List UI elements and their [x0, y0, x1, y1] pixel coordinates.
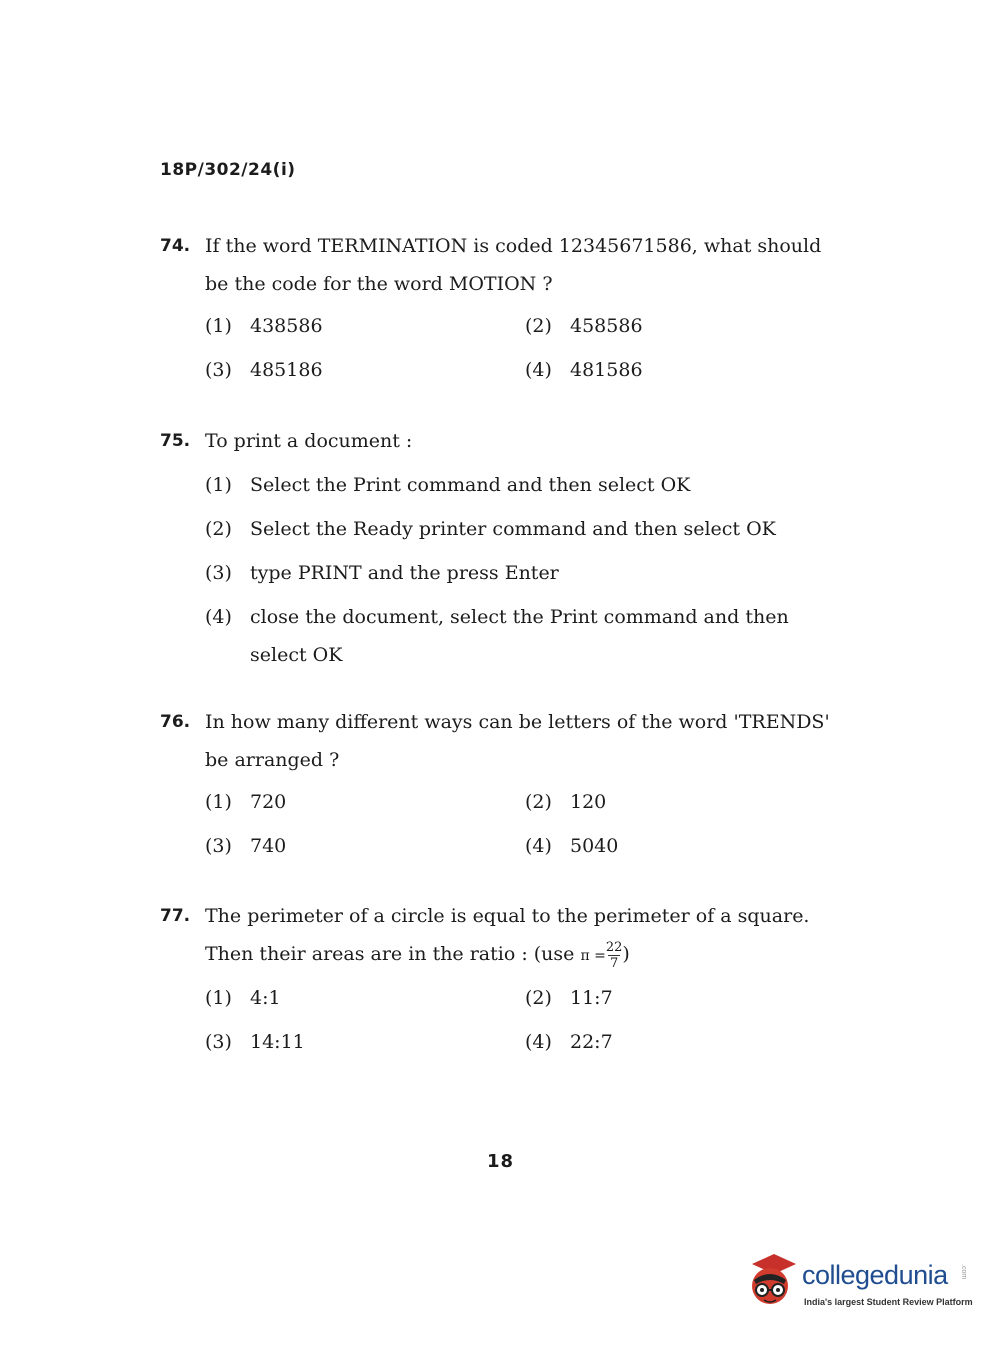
option-text: 438586	[250, 315, 323, 337]
option	[205, 307, 525, 345]
question-stem: If the word TERMINATION is coded 12345671586, what should be the code for the word MOTION ?	[205, 235, 822, 295]
brand-domain: .com	[960, 1264, 967, 1280]
option-label: (4)	[525, 1031, 552, 1053]
option-label: (3)	[205, 359, 232, 381]
option-text: 14:11	[250, 1031, 305, 1053]
page-number: 18	[486, 1151, 515, 1172]
question-stem: To print a document :	[205, 430, 413, 452]
question-number: 74.	[160, 236, 191, 256]
option-text: type PRINT and the press Enter	[250, 562, 559, 584]
option	[205, 783, 525, 821]
option-label: (3)	[205, 835, 232, 857]
option-text: Select the Print command and then select OK	[250, 474, 691, 496]
option	[525, 307, 845, 345]
question-number: 75.	[160, 431, 191, 451]
option-text: 120	[570, 791, 607, 813]
mascot-logo-icon	[744, 1250, 804, 1316]
option	[205, 351, 525, 389]
option-text: 720	[250, 791, 287, 813]
option-text: 11:7	[570, 987, 613, 1009]
question-76	[160, 703, 840, 865]
question-stem-text: The perimeter of a circle is equal to the perimeter of a square. Then their areas are in the ratio : (use	[205, 905, 810, 965]
option-label: (3)	[205, 1031, 232, 1053]
option-label: (4)	[205, 606, 232, 628]
question-77	[160, 897, 840, 1061]
question-stem: In how many different ways can be letters of the word 'TRENDS' be arranged ?	[205, 711, 830, 771]
fraction	[606, 940, 623, 971]
option-label: (1)	[205, 987, 232, 1009]
option	[525, 351, 845, 389]
options-list	[205, 466, 840, 674]
question-stem	[205, 897, 840, 975]
option-label: (1)	[205, 315, 232, 337]
option	[525, 827, 845, 865]
option	[205, 554, 840, 592]
option-text: 458586	[570, 315, 643, 337]
brand-tagline: India's largest Student Review Platform	[804, 1297, 973, 1307]
closing-paren: )	[622, 943, 630, 965]
option-text: Select the Ready printer command and then select OK	[250, 518, 776, 540]
question-number: 77.	[160, 906, 191, 926]
options-grid	[205, 783, 840, 865]
option	[525, 979, 845, 1017]
option	[205, 979, 525, 1017]
option-label: (4)	[525, 359, 552, 381]
option-label: (2)	[525, 987, 552, 1009]
options-grid	[205, 979, 840, 1061]
option-label: (1)	[205, 474, 232, 496]
collegedunia-watermark	[744, 1250, 974, 1320]
option	[205, 510, 840, 548]
question-75	[160, 422, 840, 674]
option-text: 481586	[570, 359, 643, 381]
option-text: 22:7	[570, 1031, 613, 1053]
option	[205, 827, 525, 865]
option	[525, 783, 845, 821]
option-label: (4)	[525, 835, 552, 857]
option-text: close the document, select the Print command and then select OK	[250, 606, 789, 666]
option-label: (3)	[205, 562, 232, 584]
option-label: (2)	[205, 518, 232, 540]
options-grid	[205, 307, 840, 389]
fraction-numerator: 22	[605, 939, 623, 955]
brand-name: collegedunia	[802, 1260, 948, 1290]
option-text: 5040	[570, 835, 619, 857]
option	[205, 1023, 525, 1061]
fraction-denominator: 7	[609, 955, 619, 971]
paper-code: 18P/302/24(i)	[160, 160, 296, 180]
option	[205, 598, 840, 674]
pi-symbol: π =	[580, 948, 606, 964]
option-text: 740	[250, 835, 287, 857]
option-label: (1)	[205, 791, 232, 813]
question-74	[160, 227, 840, 389]
option-text: 4:1	[250, 987, 281, 1009]
option	[205, 466, 840, 504]
option-text: 485186	[250, 359, 323, 381]
option-label: (2)	[525, 791, 552, 813]
option	[525, 1023, 845, 1061]
option-label: (2)	[525, 315, 552, 337]
question-number: 76.	[160, 712, 191, 732]
